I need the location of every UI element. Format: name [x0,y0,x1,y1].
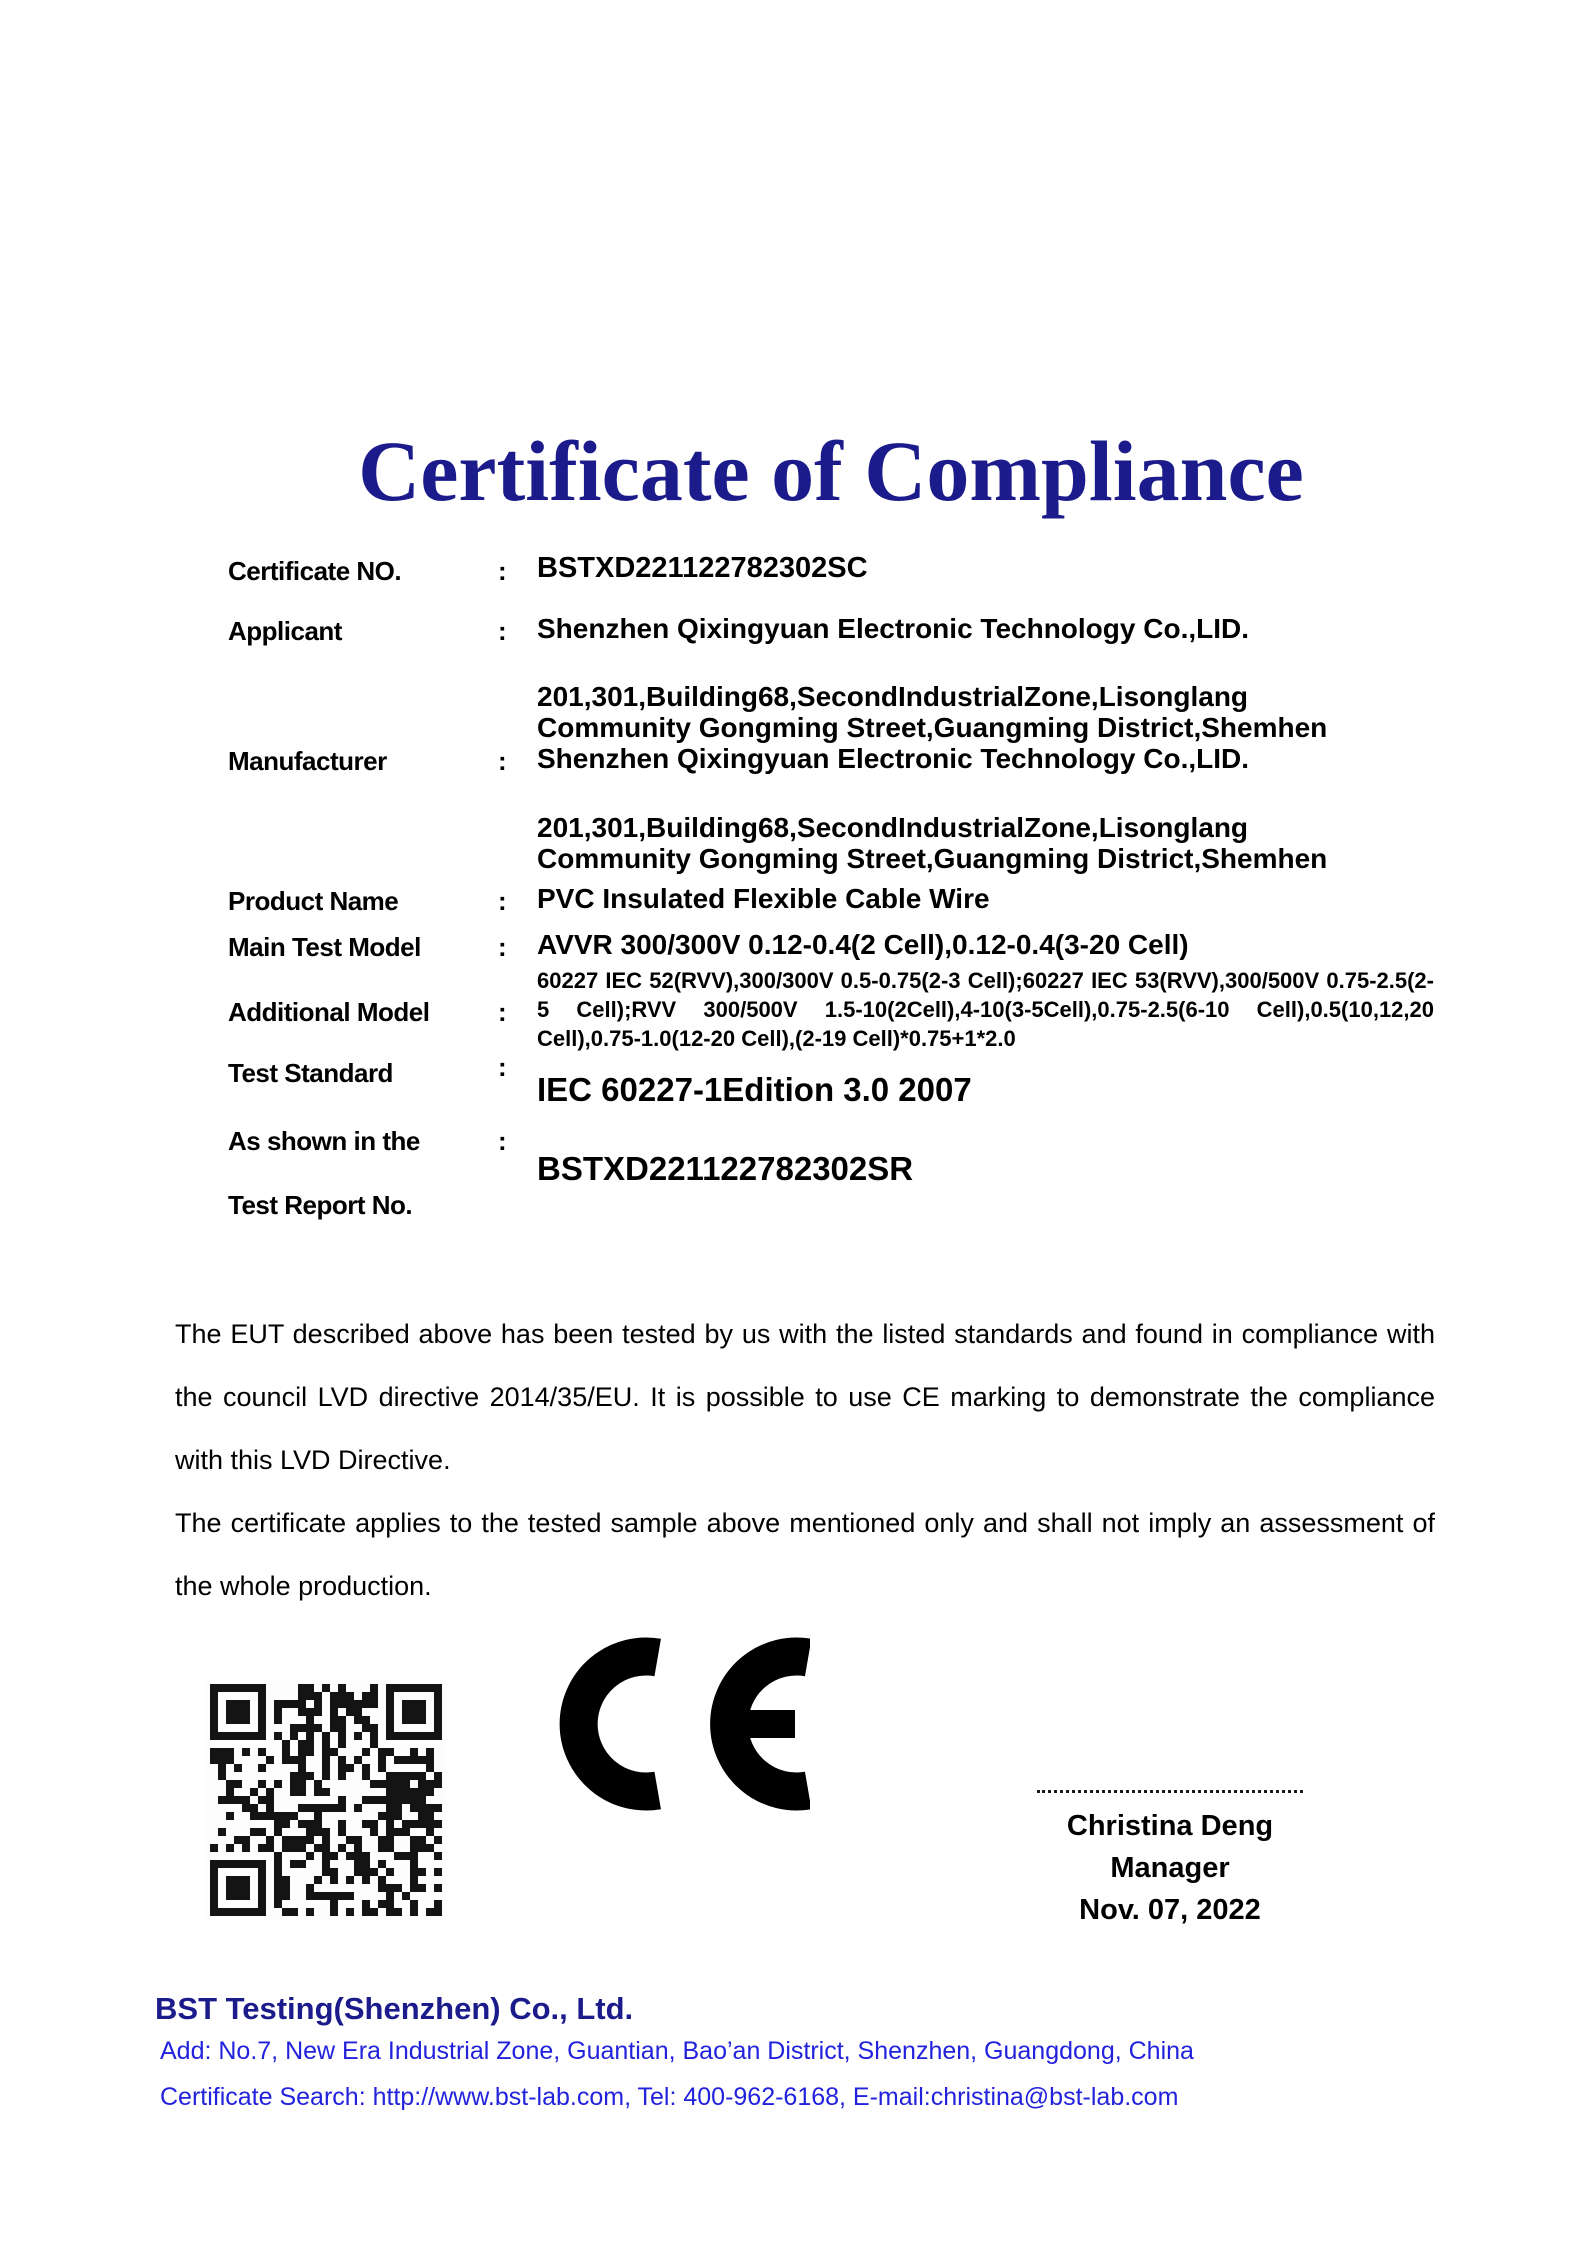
main-test-model-label: Main Test Model [228,932,421,962]
test-report-label-line1: As shown in the [228,1126,420,1156]
additional-model-value: 60227 IEC 52(RVV),300/300V 0.5-0.75(2-3 Cell);60227 IEC 53(RVV),300/500V 0.75-2.5(2-5 Cell);RVV 300/500V 1.5-10(2Cell),4-10(3-5Cell),0.75-2.5(6-10 Cell),0.5(10,12,20 Cell),0.75-1.0(12-20 Cell),(2-19 Cell)*0.75+1*2.0 [537,968,1434,1051]
manufacturer-address-line1: 201,301,Building68,SecondIndustrialZone,Lisonglang [537,812,1249,843]
page-title: Certificate of Compliance [358,423,1304,519]
manufacturer-address-line2: Community Gongming Street,Guangming District,Shemhen [537,843,1328,874]
cert-no-label: Certificate NO. [228,556,402,586]
signatory-role: Manager [1110,1852,1230,1884]
qr-code [206,1680,446,1920]
main-test-model-value: AVVR 300/300V 0.12-0.4(2 Cell),0.12-0.4(3-20 Cell) [537,929,1189,960]
test-standard-colon: : [498,1052,507,1082]
signature-dotted-line [1037,1790,1303,1793]
manufacturer-label: Manufacturer [228,746,387,776]
applicant-address-line2: Community Gongming Street,Guangming District,Shemhen [537,712,1328,743]
declaration-paragraph-2: The certificate applies to the tested sample above mentioned only and shall not imply an assessment of the whole production. [175,1508,1435,1601]
footer-address: Add: No.7, New Era Industrial Zone, Guantian, Bao’an District, Shenzhen, Guangdong, China [160,2037,1194,2065]
additional-model-label: Additional Model [228,997,430,1027]
declaration-text [175,1303,1435,1618]
cert-no-colon: : [498,556,507,586]
test-standard-label: Test Standard [228,1058,393,1088]
applicant-address-line1: 201,301,Building68,SecondIndustrialZone,Lisonglang [537,681,1249,712]
ce-mark-icon [558,1637,810,1811]
main-test-model-colon: : [498,932,507,962]
cert-no-value: BSTXD221122782302SC [537,552,868,584]
manufacturer-colon: : [498,746,507,776]
footer-company-name: BST Testing(Shenzhen) Co., Ltd. [155,1991,634,2026]
footer-certificate-search: Certificate Search: http://www.bst-lab.com, Tel: 400-962-6168, E-mail:christina@bst-lab.com [160,2083,1179,2111]
manufacturer-address [537,812,1434,874]
product-name-label: Product Name [228,886,399,916]
test-report-label-line2: Test Report No. [228,1190,413,1220]
test-report-value: BSTXD221122782302SR [537,1150,914,1187]
signature-date: Nov. 07, 2022 [1079,1894,1261,1926]
product-name-colon: : [498,886,507,916]
applicant-colon: : [498,616,507,646]
test-standard-value: IEC 60227-1Edition 3.0 2007 [537,1071,972,1108]
signatory-name: Christina Deng [1066,1810,1274,1842]
additional-model-colon: : [498,997,507,1027]
test-report-colon: : [498,1126,507,1156]
product-name-value: PVC Insulated Flexible Cable Wire [537,883,990,914]
signature-block [1010,1790,1330,1931]
declaration-paragraph-1: The EUT described above has been tested by us with the listed standards and found in compliance with the council LVD directive 2014/35/EU. It is possible to use CE marking to demonstrate the compliance with this LVD Directive. [175,1319,1435,1475]
applicant-label: Applicant [228,616,342,646]
manufacturer-value: Shenzhen Qixingyuan Electronic Technology Co.,LID. [537,743,1250,774]
applicant-address [537,681,1434,743]
applicant-value: Shenzhen Qixingyuan Electronic Technology Co.,LID. [537,613,1250,644]
